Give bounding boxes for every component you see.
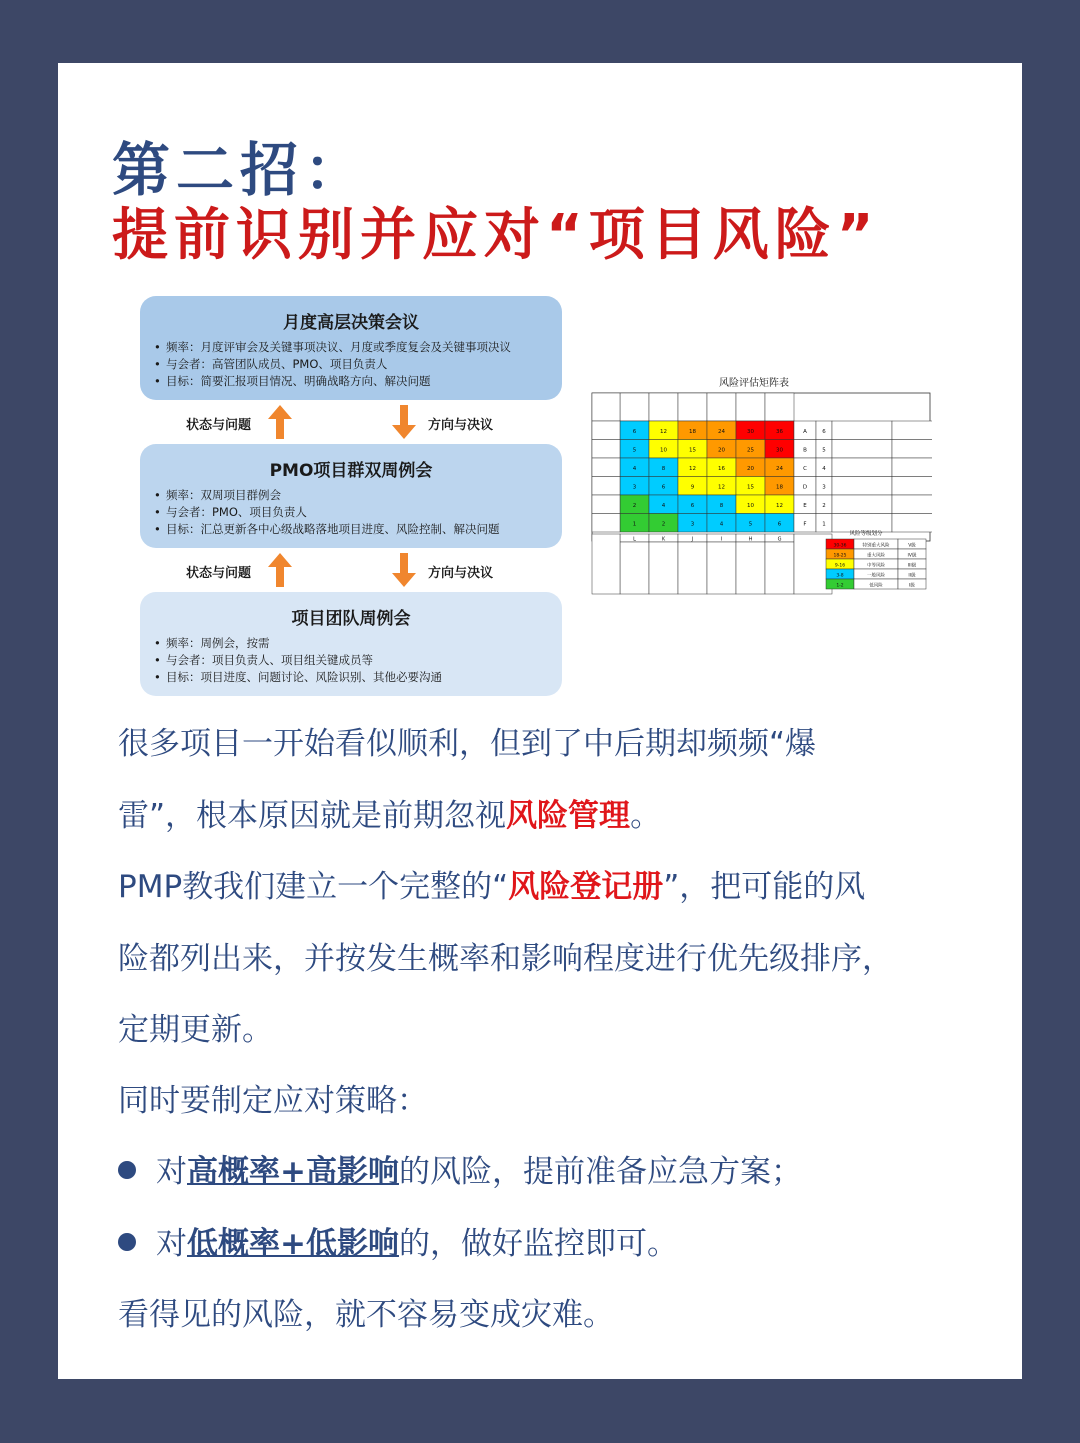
legend-level: III级	[907, 563, 917, 569]
matrix-cell-value: 10	[747, 503, 754, 509]
matrix-loss-cell	[892, 477, 932, 496]
matrix-cell-value: 24	[718, 429, 725, 435]
matrix-cell-value: 2	[632, 503, 637, 509]
matrix-row-side	[592, 514, 620, 533]
paragraph-4: 看得见的风险，就不容易变成灾难。	[118, 1297, 614, 1333]
underline-low-risk: 低概率+低影响	[187, 1226, 399, 1262]
meeting-line: • 目标：汇总更新各中心级战略落地项目进度、风险控制、解决问题	[154, 522, 500, 536]
matrix-header-cell	[678, 393, 707, 421]
arrow-row	[140, 400, 562, 444]
matrix-desc-cell	[832, 421, 892, 440]
matrix-col-letter: I	[720, 536, 723, 543]
content-card	[58, 63, 1022, 1379]
matrix-desc-cell	[832, 458, 892, 477]
arrow-row	[140, 548, 562, 592]
matrix-cell-value: 8	[719, 503, 724, 509]
matrix-col-letter: H	[748, 536, 753, 543]
arrow-up-label: 状态与问题	[186, 418, 252, 433]
matrix-header-cell	[649, 393, 678, 421]
matrix-col-desc-cell	[707, 542, 736, 594]
legend-level: I级	[909, 583, 915, 589]
matrix-header-cell	[765, 393, 794, 421]
matrix-row-score: 5	[822, 447, 826, 454]
down-arrow-icon	[392, 405, 416, 439]
matrix-col-desc-cell	[649, 542, 678, 594]
matrix-cell-value: 18	[776, 484, 783, 491]
paragraph-2-line-1: PMP教我们建立一个完整的“风险登记册”，把可能的风	[118, 869, 866, 905]
matrix-col-letter: G	[777, 536, 782, 543]
matrix-cell-value: 5	[748, 521, 753, 528]
meeting-line: • 频率：双周项目群例会	[154, 488, 281, 502]
title-line-1: 第二招：	[112, 136, 369, 204]
legend-range: 18-25	[833, 553, 847, 559]
matrix-loss-cell	[892, 514, 932, 533]
matrix-cell-value: 2	[661, 521, 666, 528]
matrix-header-cell	[707, 393, 736, 421]
legend-range: 30-36	[833, 543, 847, 549]
matrix-desc-cell	[832, 495, 892, 514]
matrix-row-score: 1	[822, 521, 826, 528]
paragraph-1-line-2: 雷”，根本原因就是前期忽视风险管理。	[118, 798, 662, 834]
meeting-line: • 与会者：高管团队成员、PMO、项目负责人	[154, 357, 388, 371]
matrix-col-letter: K	[661, 536, 666, 543]
bullet-item-1: 对高概率+高影响的风险，提前准备应急方案；	[118, 1146, 802, 1191]
matrix-title: 风险评估矩阵表	[719, 378, 789, 389]
arrow-up-label: 状态与问题	[186, 566, 252, 581]
matrix-cell-value: 6	[777, 521, 782, 528]
matrix-row-side	[592, 458, 620, 477]
matrix-cell-value: 4	[719, 521, 724, 528]
matrix-cell-value: 12	[776, 503, 783, 509]
meeting-title: 项目团队周例会	[291, 609, 411, 629]
down-arrow-icon	[392, 553, 416, 587]
meeting-title: PMO项目群双周例会	[269, 461, 433, 481]
matrix-row-side	[592, 421, 620, 440]
legend-range: 1-2	[836, 583, 844, 589]
matrix-cell-value: 12	[718, 484, 725, 491]
matrix-cell-value: 12	[689, 466, 696, 472]
highlight-risk-register: 风险登记册	[508, 869, 664, 905]
matrix-loss-cell	[892, 421, 932, 440]
meeting-line: • 频率：月度评审会及关键事项决议、月度或季度复会及关键事项决议	[154, 340, 511, 354]
matrix-col-desc-cell	[620, 542, 649, 594]
matrix-cell-value: 20	[747, 466, 754, 472]
matrix-cell-value: 3	[632, 484, 637, 491]
meeting-line: • 频率：周例会，按需	[154, 636, 270, 650]
matrix-row-label: B	[803, 447, 807, 454]
matrix-row-side	[592, 477, 620, 496]
arrow-down-label: 方向与决议	[428, 566, 494, 581]
matrix-corner-cell	[592, 393, 620, 421]
matrix-loss-cell	[892, 495, 932, 514]
matrix-cell-value: 6	[690, 503, 695, 509]
meeting-box-pmo	[140, 444, 562, 548]
matrix-row-score: 2	[822, 503, 826, 509]
matrix-cell-value: 12	[660, 429, 667, 435]
legend-level: IV级	[907, 553, 917, 559]
matrix-col-desc-cell	[765, 542, 794, 594]
matrix-loss-cell	[892, 440, 932, 459]
legend-title: 风险等级划分	[849, 531, 883, 537]
matrix-cell-value: 5	[632, 447, 637, 454]
title-line-2: 提前识别并应对“项目风险”	[112, 203, 880, 268]
matrix-desc-cell	[832, 477, 892, 496]
matrix-desc-cell	[832, 514, 892, 533]
paragraph-3: 同时要制定应对策略：	[118, 1083, 428, 1119]
risk-matrix-table	[572, 373, 932, 613]
matrix-cell-value: 15	[689, 447, 696, 454]
matrix-col-desc-cell	[678, 542, 707, 594]
legend-range: 3-8	[836, 573, 844, 579]
matrix-header-cell	[620, 393, 649, 421]
paragraph-2-line-2: 险都列出来，并按发生概率和影响程度进行优先级排序，	[118, 941, 893, 977]
meeting-box-monthly	[140, 296, 562, 400]
matrix-cell-value: 6	[661, 484, 666, 491]
matrix-row-score: 6	[822, 429, 826, 435]
matrix-row-label: C	[803, 466, 807, 472]
meeting-title: 月度高层决策会议	[283, 313, 419, 333]
up-arrow-icon	[268, 405, 292, 439]
matrix-col-letter: L	[633, 536, 636, 543]
legend-label: 特别重大风险	[862, 543, 890, 549]
matrix-bottom-side	[592, 534, 620, 594]
meeting-flow-diagram	[140, 296, 562, 696]
arrow-down-label: 方向与决议	[428, 418, 494, 433]
matrix-cell-value: 9	[690, 484, 695, 491]
matrix-cell-value: 30	[747, 429, 754, 435]
paragraph-2-line-3: 定期更新。	[118, 1012, 273, 1048]
matrix-col-letter: J	[691, 536, 694, 543]
matrix-loss-cell	[892, 458, 932, 477]
matrix-row-side	[592, 495, 620, 514]
matrix-row-label: E	[803, 503, 807, 509]
bullet-item-2: 对低概率+低影响的，做好监控即可。	[118, 1218, 678, 1263]
matrix-row-side	[592, 440, 620, 459]
matrix-row-label: F	[803, 521, 807, 528]
matrix-row-score: 4	[822, 466, 826, 472]
paragraph-1-line-1: 很多项目一开始看似顺利，但到了中后期却频频“爆	[118, 726, 817, 762]
matrix-cell-value: 24	[776, 466, 783, 472]
matrix-row-label: D	[802, 484, 808, 491]
matrix-cell-value: 16	[718, 466, 725, 472]
matrix-cell-value: 3	[690, 521, 695, 528]
legend-level: V级	[908, 543, 916, 549]
meeting-line: • 与会者：PMO、项目负责人	[154, 505, 307, 519]
legend-label: 低风险	[869, 583, 883, 589]
matrix-row-label: A	[803, 429, 807, 435]
meeting-line: • 目标：简要汇报项目情况、明确战略方向、解决问题	[154, 374, 431, 388]
underline-high-risk: 高概率+高影响	[187, 1154, 399, 1190]
matrix-cell-value: 6	[632, 429, 637, 435]
matrix-cell-value: 8	[661, 466, 666, 472]
legend-label: 中等风险	[867, 563, 885, 569]
meeting-box-team	[140, 592, 562, 696]
up-arrow-icon	[268, 553, 292, 587]
bullet-dot-icon	[118, 1233, 136, 1251]
highlight-risk-management: 风险管理	[506, 798, 631, 834]
legend-label: 重大风险	[867, 553, 885, 559]
matrix-cell-value: 36	[776, 429, 783, 435]
matrix-header-cell	[736, 393, 765, 421]
matrix-cell-value: 4	[661, 503, 666, 509]
legend-level: II级	[908, 573, 916, 579]
matrix-cell-value: 15	[747, 484, 754, 491]
matrix-col-desc-cell	[736, 542, 765, 594]
meeting-line: • 与会者：项目负责人、项目组关键成员等	[154, 653, 373, 667]
matrix-cell-value: 25	[747, 447, 754, 454]
matrix-desc-cell	[832, 440, 892, 459]
matrix-cell-value: 4	[632, 466, 637, 472]
matrix-cell-value: 10	[660, 447, 667, 454]
meeting-line: • 目标：项目进度、问题讨论、风险识别、其他必要沟通	[154, 670, 442, 684]
matrix-cell-value: 1	[632, 521, 637, 528]
legend-range: 9-16	[834, 563, 846, 569]
matrix-cell-value: 18	[689, 429, 696, 435]
matrix-row-score: 3	[822, 484, 826, 491]
bullet-dot-icon	[118, 1161, 136, 1179]
legend-label: 一般风险	[867, 573, 885, 579]
matrix-cell-value: 30	[776, 447, 783, 454]
matrix-cell-value: 20	[718, 447, 725, 454]
